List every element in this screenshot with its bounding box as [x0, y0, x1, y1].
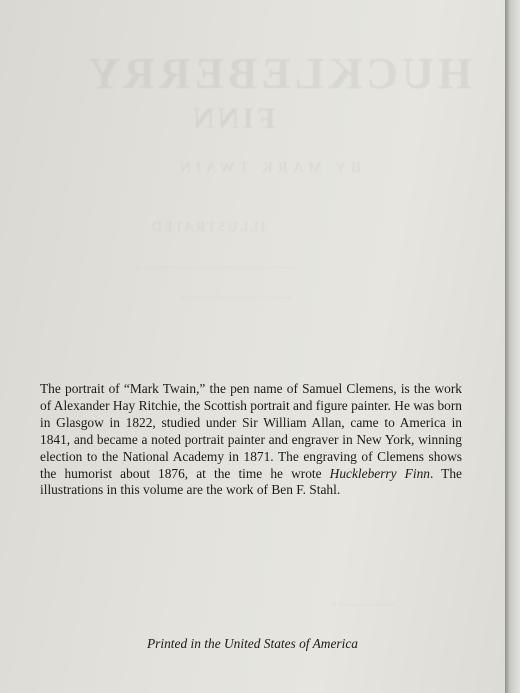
printing-imprint: Printed in the United States of America	[147, 636, 358, 651]
book-title-italic: Huckleberry Finn	[329, 465, 430, 481]
bleed-through-line: ILLUSTRATED	[150, 220, 266, 235]
bleed-through-line: ~~~~~~~~~~~~~~~~~~~~~~~	[135, 262, 295, 274]
portrait-description	[40, 381, 462, 499]
description-text-start: The portrait of “Mark Twain,” the pen name of Samuel Clemens, is the work of Alexander Hay Ritchie, the Scottish portrait and figure painter. He was born in Glasgow in 1822, studied under Sir William Allan, came to America in 1841, and became a noted portrait painter and engraver in New York, winning election to the National Academy in 1871. The engraving of Clemens shows the humorist about 1876, at the time he wrote	[40, 381, 462, 481]
bleed-through-line: ~~~~~~~~~~	[330, 600, 395, 611]
bleed-through-title: HUCKLEBERRY	[85, 49, 473, 98]
bleed-through-line: ~~~~~~~~~~~~~~~~	[180, 292, 292, 304]
description-text-end: . The illustrations in this volume are the work of Ben F. Stahl.	[40, 465, 462, 498]
bleed-through-author: BY MARK TWAIN	[175, 160, 361, 176]
page-edge	[505, 0, 520, 693]
bleed-through-subtitle: FINN	[190, 102, 276, 135]
